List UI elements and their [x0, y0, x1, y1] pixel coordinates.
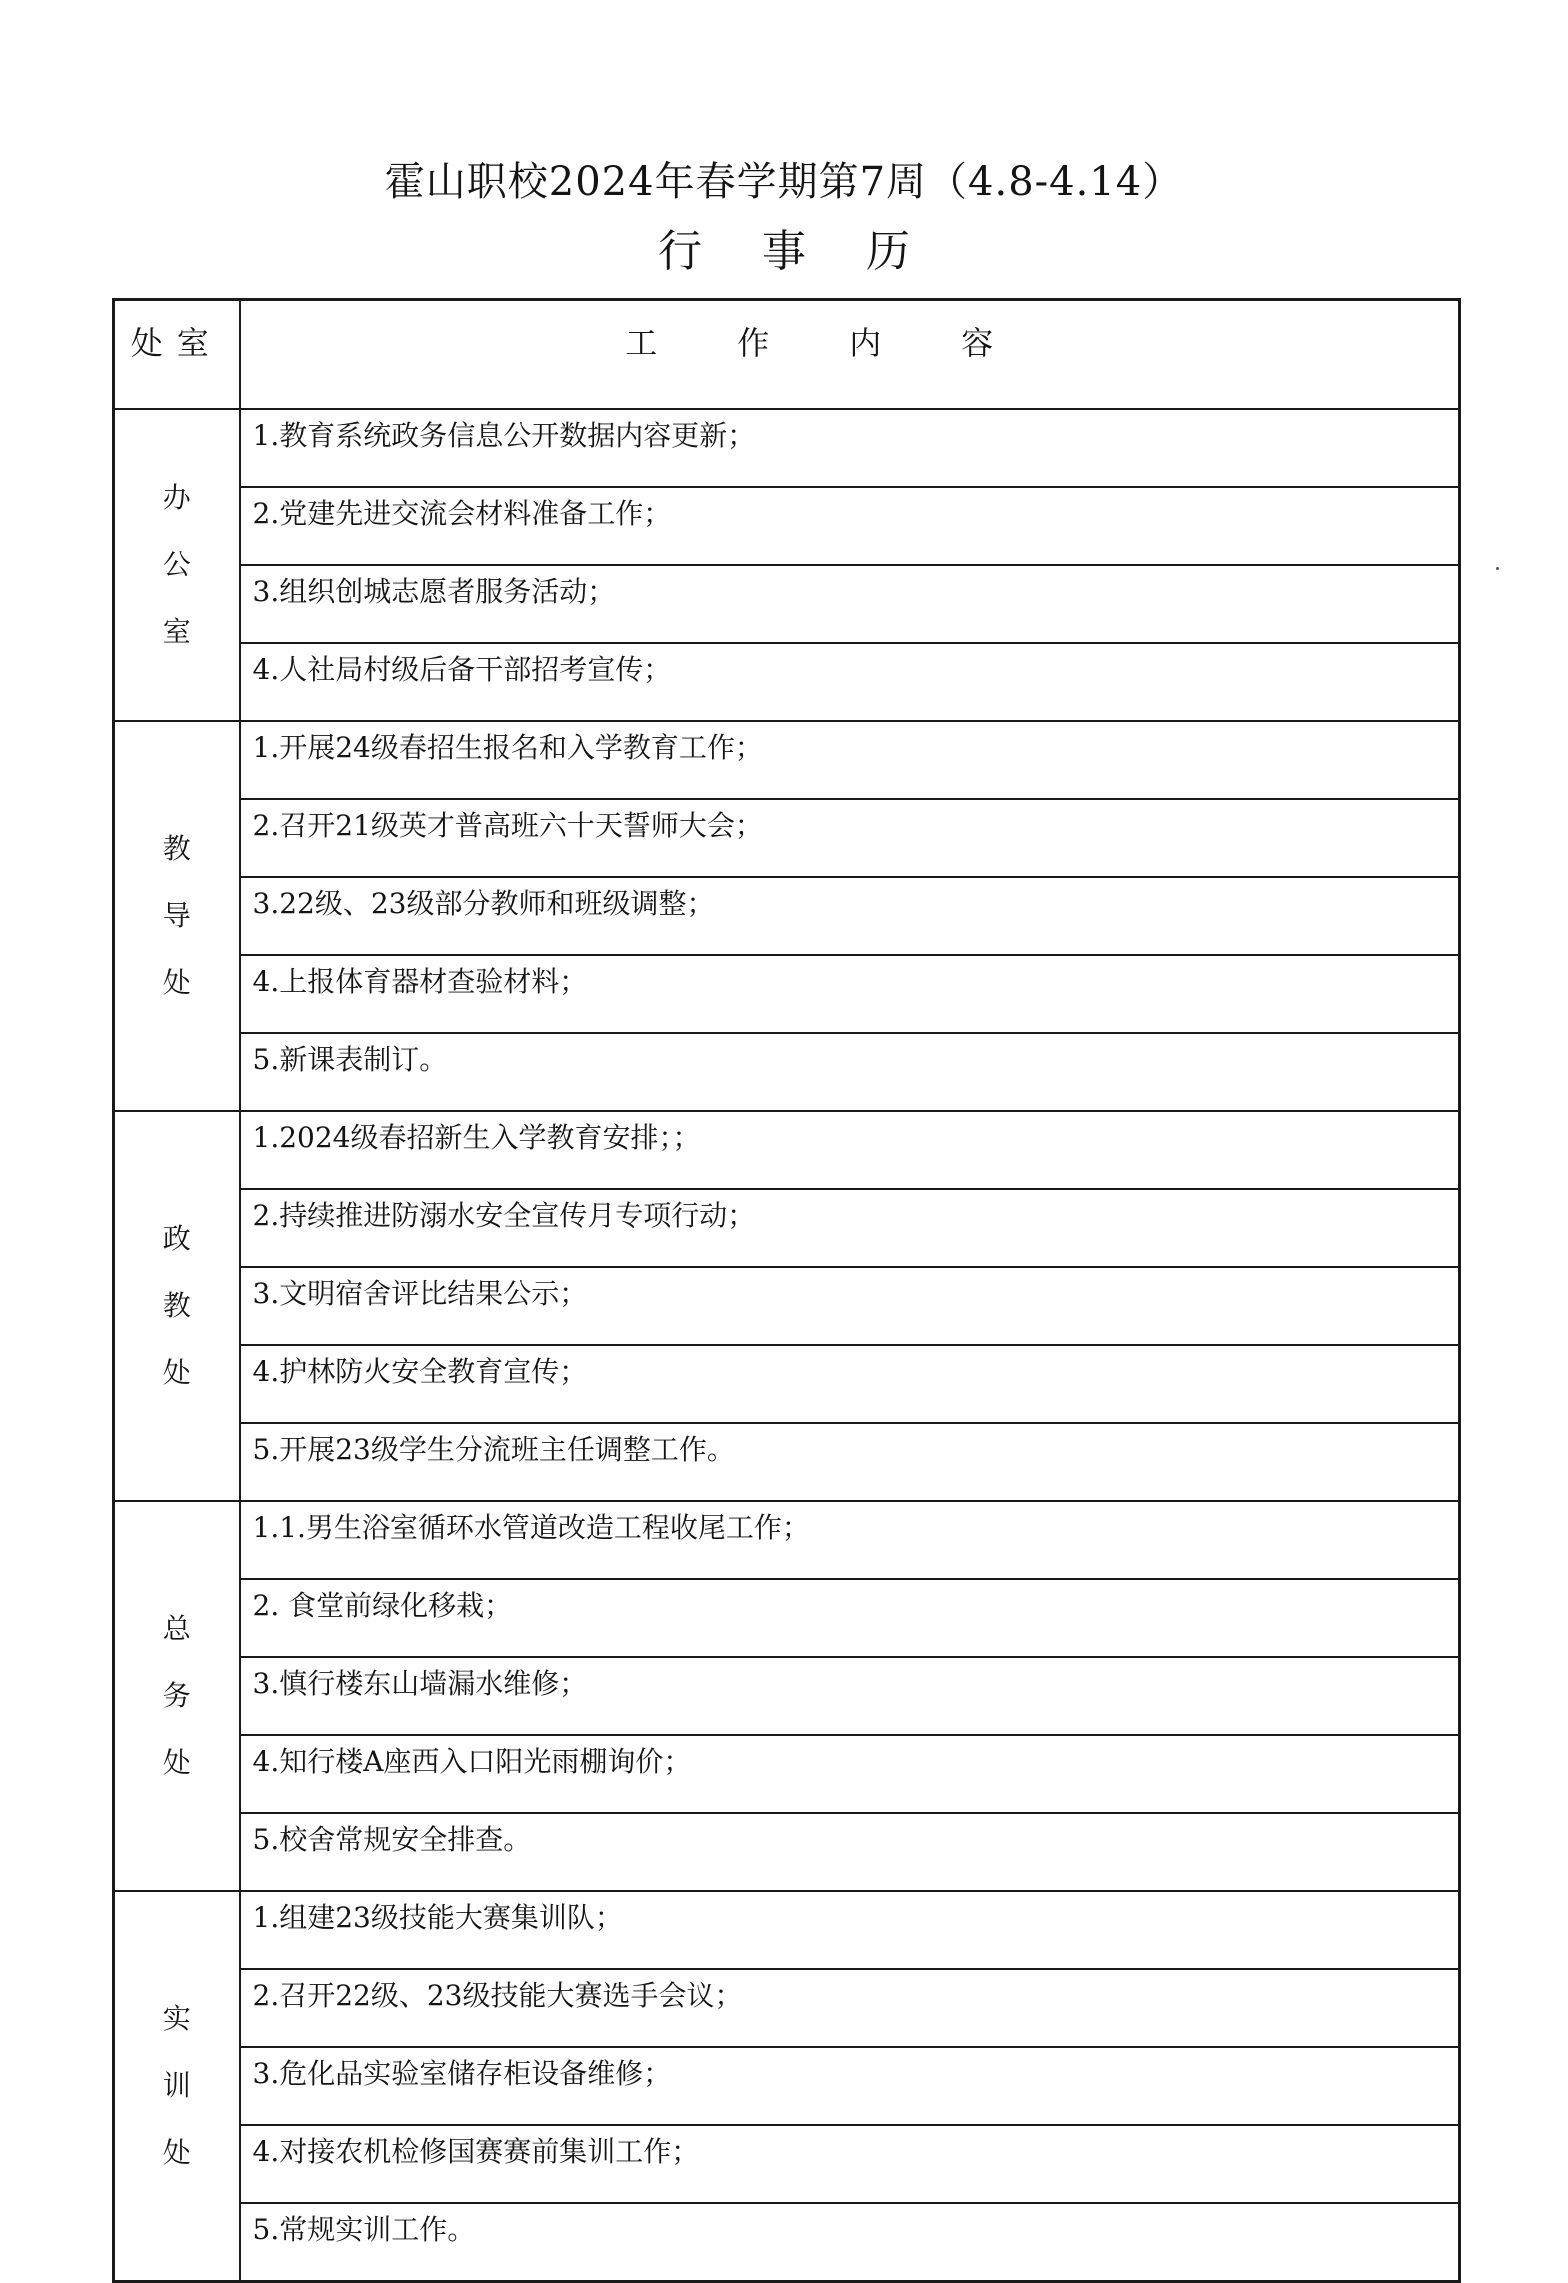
dept-name: 教导处: [162, 832, 191, 999]
work-item: 2.党建先进交流会材料准备工作；: [240, 487, 1460, 565]
work-item: 5.常规实训工作。: [240, 2203, 1460, 2282]
table-row: [114, 1735, 1460, 1813]
work-item: 4.上报体育器材查验材料；: [240, 955, 1460, 1033]
work-item: 4.对接农机检修国赛赛前集训工作；: [240, 2125, 1460, 2203]
table-row: [114, 1657, 1460, 1735]
work-item: 5.校舍常规安全排查。: [240, 1813, 1460, 1891]
dept-cell: [114, 1891, 240, 2282]
table-row: [114, 1423, 1460, 1501]
dept-name: 办公室: [162, 481, 191, 648]
table-row: [114, 1813, 1460, 1891]
table-row: [114, 2203, 1460, 2282]
table-row: [114, 1033, 1460, 1111]
work-item: 3.22级、23级部分教师和班级调整；: [240, 877, 1460, 955]
table-row: [114, 1501, 1460, 1579]
work-item: 1.组建23级技能大赛集训队；: [240, 1891, 1460, 1969]
table-row: [114, 2047, 1460, 2125]
work-item: 1.开展24级春招生报名和入学教育工作；: [240, 721, 1460, 799]
work-item: 2.召开21级英才普高班六十天誓师大会；: [240, 799, 1460, 877]
table-row: [114, 1345, 1460, 1423]
work-item: 2.召开22级、23级技能大赛选手会议；: [240, 1969, 1460, 2047]
table-row: [114, 877, 1460, 955]
header-dept: 处室: [114, 300, 240, 409]
table-header-row: [114, 300, 1460, 409]
work-item: 3.组织创城志愿者服务活动；: [240, 565, 1460, 643]
table-row: [114, 1267, 1460, 1345]
work-item: 3.危化品实验室储存柜设备维修；: [240, 2047, 1460, 2125]
page-subtitle: 行事历: [658, 226, 970, 277]
work-item: 4.人社局村级后备干部招考宣传；: [240, 643, 1460, 721]
work-item: 4.知行楼A座西入口阳光雨棚询价；: [240, 1735, 1460, 1813]
work-item: 1.2024级春招新生入学教育安排；；: [240, 1111, 1460, 1189]
dept-name: 实训处: [162, 2002, 191, 2169]
dept-cell: [114, 1111, 240, 1501]
table-row: [114, 955, 1460, 1033]
work-item: 3.文明宿舍评比结果公示；: [240, 1267, 1460, 1345]
dept-name: 总务处: [162, 1612, 191, 1779]
table-row: [114, 799, 1460, 877]
dept-name: 政教处: [162, 1222, 191, 1389]
work-item: 5.新课表制订。: [240, 1033, 1460, 1111]
table-row: [114, 487, 1460, 565]
dept-cell: [114, 1501, 240, 1891]
work-item: 1.1.男生浴室循环水管道改造工程收尾工作；: [240, 1501, 1460, 1579]
table-row: [114, 721, 1460, 799]
work-item: 4.护林防火安全教育宣传；: [240, 1345, 1460, 1423]
table-row: [114, 1891, 1460, 1969]
table-row: [114, 565, 1460, 643]
work-item: 2. 食堂前绿化移栽；: [240, 1579, 1460, 1657]
dept-cell: [114, 409, 240, 721]
work-item: 3.慎行楼东山墙漏水维修；: [240, 1657, 1460, 1735]
table-row: [114, 1189, 1460, 1267]
work-item: 5.开展23级学生分流班主任调整工作。: [240, 1423, 1460, 1501]
scan-speck: [1496, 567, 1499, 570]
table-row: [114, 1969, 1460, 2047]
table-row: [114, 409, 1460, 487]
schedule-table: [112, 298, 1461, 2283]
table-body: [114, 409, 1460, 2282]
work-item: 1.教育系统政务信息公开数据内容更新；: [240, 409, 1460, 487]
dept-cell: [114, 721, 240, 1111]
page-title: 霍山职校2024年春学期第7周（4.8-4.14）: [384, 159, 1184, 205]
table-row: [114, 643, 1460, 721]
work-item: 2.持续推进防溺水安全宣传月专项行动；: [240, 1189, 1460, 1267]
table-row: [114, 1579, 1460, 1657]
header-work: 工作内容: [240, 300, 1460, 409]
table-row: [114, 2125, 1460, 2203]
table-row: [114, 1111, 1460, 1189]
